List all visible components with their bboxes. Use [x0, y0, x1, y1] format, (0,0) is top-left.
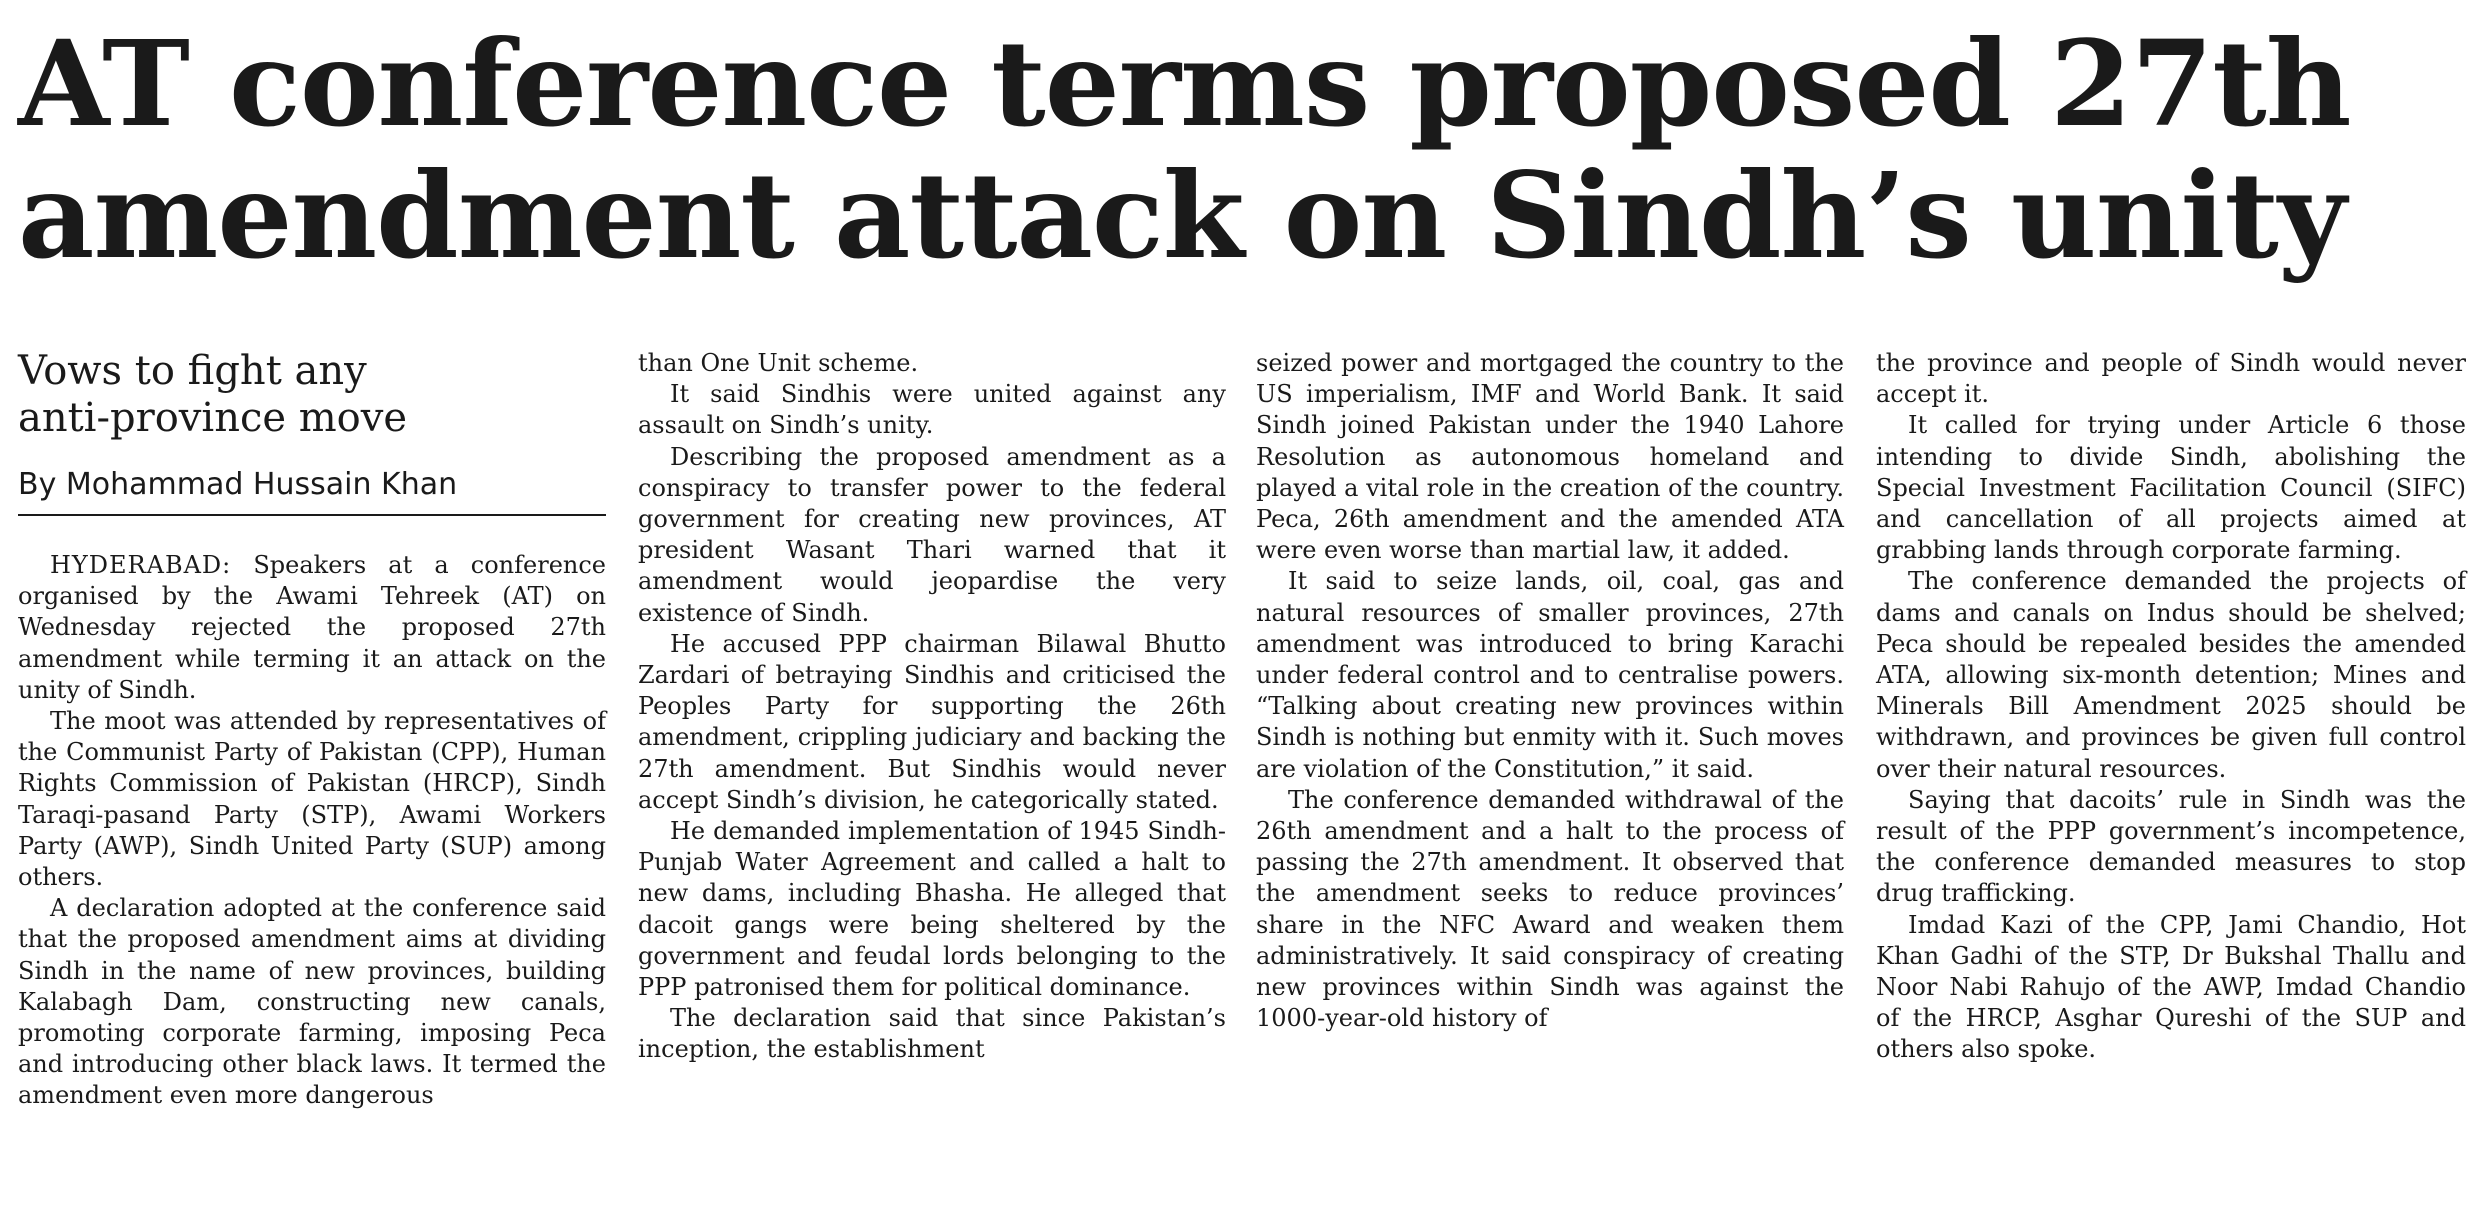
dateline: HYDERABAD:	[50, 551, 232, 579]
article-paragraph: the province and people of Sindh would never accept it.	[1876, 349, 2466, 409]
article-paragraph: A declaration adopted at the conference said that the proposed amendment aims at dividing Sindh in the name of new provinces, building Kalabagh Dam, constructing new canals, promoting corporate farming, imposing Peca and introducing other black laws. It termed the amendment even more dangerous	[18, 894, 606, 1110]
article-column-4	[1876, 348, 2466, 1066]
article-paragraph: Saying that dacoits’ rule in Sindh was the result of the PPP government’s incompetence, the conference demanded measures to stop drug trafficking.	[1876, 785, 2466, 908]
article-column-2	[638, 348, 1226, 1066]
headline: AT conference terms proposed 27th amendment attack on Sindh’s unity	[18, 14, 2351, 285]
article-paragraph: than One Unit scheme.	[638, 349, 919, 377]
subheadline	[18, 348, 606, 442]
article-paragraph: It said to seize lands, oil, coal, gas and natural resources of smaller provinces, 27th amendment was introduced to bring Karachi under federal control and to centralise powers. “Talking about creating new provinces within Sindh is nothing but enmity with it. Such moves are violation of the Constitution,” it said.	[1256, 567, 1844, 783]
article-paragraph: Describing the proposed amendment as a conspiracy to transfer power to the federal government for creating new provinces, AT president Wasant Thari warned that it amendment would jeopardise the very existence of Sindh.	[638, 442, 1226, 627]
article-paragraph: The conference demanded the projects of dams and canals on Indus should be shelved; Peca should be repealed besides the amended ATA, allowing six-month detention; Mines and Minerals Bill Amendment 2025 should be withdrawn, and provinces be given full control over their natural resources.	[1876, 567, 2466, 783]
subheadline-line-1: Vows to fight any	[18, 348, 367, 394]
article-paragraph: The declaration said that since Pakistan’s inception, the establishment	[638, 1004, 1226, 1064]
article-paragraph: The conference demanded withdrawal of the 26th amendment and a halt to the process of passing the 27th amendment. It observed that the amendment seeks to reduce provinces’ share in the NFC Award and weaken them administratively. It said conspiracy of creating new provinces within Sindh was against the 1000-year-old history of	[1256, 785, 1844, 1033]
article-paragraph: He accused PPP chairman Bilawal Bhutto Zardari of betraying Sindhis and criticised the Peoples Party for supporting the 26th amendment, crippling judiciary and backing the 27th amendment. But Sindhis would never accept Sindh’s division, he categorically stated.	[638, 629, 1226, 814]
article-paragraph: Imdad Kazi of the CPP, Jami Chandio, Hot Khan Gadhi of the STP, Dr Bukshal Thallu and Noor Nabi Rahujo of the AWP, Imdad Chandio of the HRCP, Asghar Qureshi of the SUP and others also spoke.	[1876, 910, 2466, 1064]
article-paragraph	[18, 550, 606, 706]
article-paragraph: He demanded implementation of 1945 Sindh-Punjab Water Agreement and called a halt to new dams, including Bhasha. He alleged that dacoit gangs were being sheltered by the government and feudal lords belonging to the PPP patronised them for political dominance.	[638, 817, 1226, 1002]
article-paragraph: seized power and mortgaged the country to the US imperialism, IMF and World Bank. It said Sindh joined Pakistan under the 1940 Lahore Resolution as autonomous homeland and played a vital role in the creation of the country. Peca, 26th amendment and the amended ATA were even worse than martial law, it added.	[1256, 349, 1844, 565]
byline: By Mohammad Hussain Khan	[18, 466, 606, 516]
article-column-3	[1256, 348, 1844, 1034]
article-column-1	[18, 348, 606, 1112]
article-paragraph: It called for trying under Article 6 those intending to divide Sindh, abolishing the Special Investment Facilitation Council (SIFC) and cancellation of all projects aimed at grabbing lands through corporate farming.	[1876, 411, 2466, 565]
subheadline-line-2: anti-province move	[18, 395, 408, 441]
article-paragraph: The moot was attended by representatives of the Communist Party of Pakistan (CPP), Human Rights Commission of Pakistan (HRCP), Sindh Taraqi-pasand Party (STP), Awami Workers Party (AWP), Sindh United Party (SUP) among others.	[18, 707, 606, 892]
article-paragraph: It said Sindhis were united against any assault on Sindh’s unity.	[638, 380, 1226, 440]
paragraph-text: Speakers at a conference organised by the Awami Tehreek (AT) on Wednesday rejected the proposed 27th amendment while terming it an attack on the unity of Sindh.	[18, 551, 606, 704]
